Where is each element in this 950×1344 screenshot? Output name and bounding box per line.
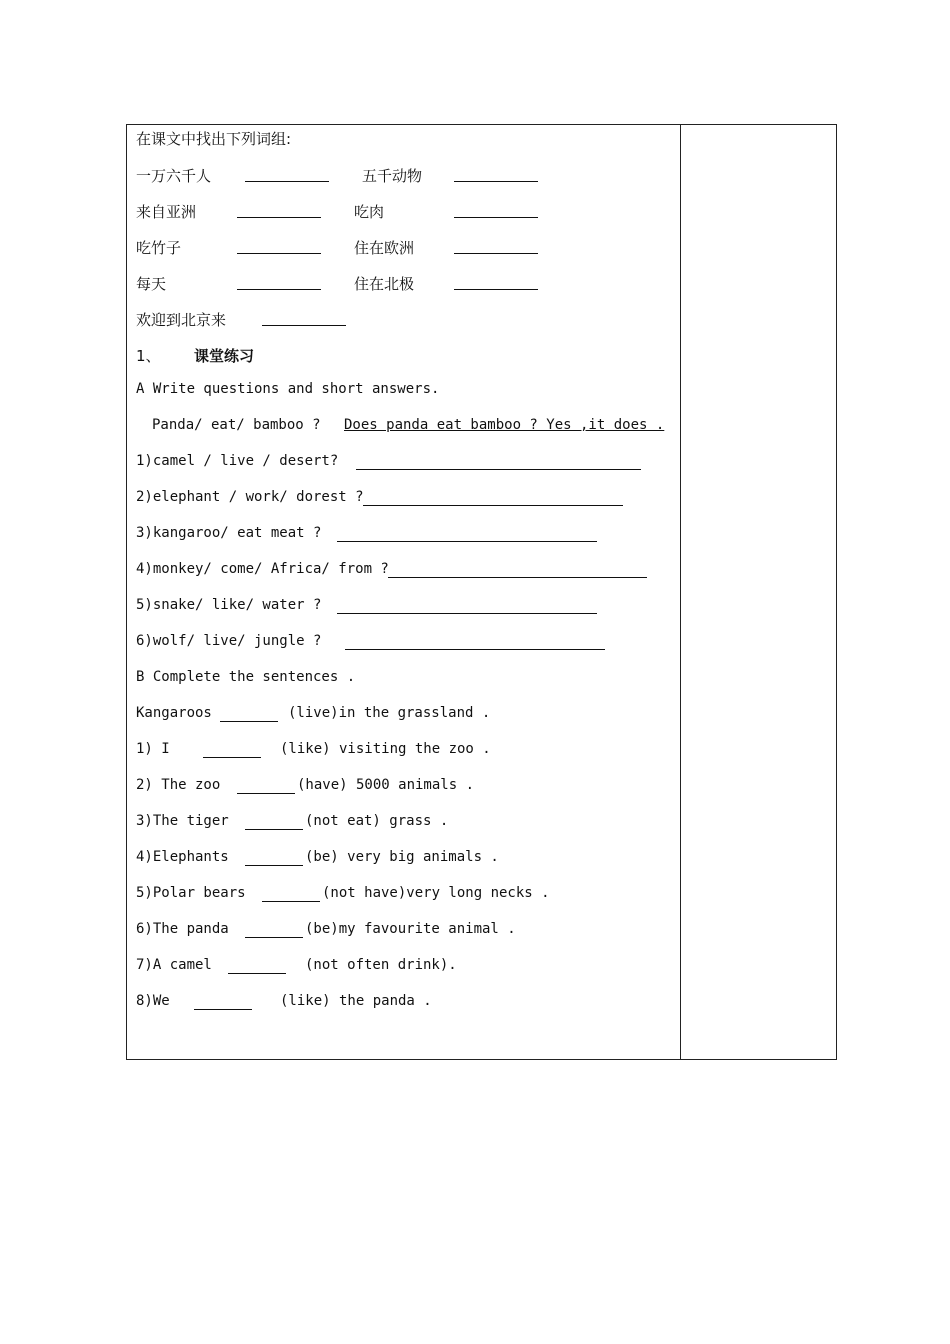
section-b-item-1-post: (like) visiting the zoo .	[280, 741, 491, 757]
phrase-5-left-blank[interactable]	[262, 311, 346, 326]
section-b-item-8-blank[interactable]	[194, 995, 252, 1010]
section-b-item-5-post: (not have)very long necks .	[322, 885, 550, 901]
section-a-example-prompt: Panda/ eat/ bamboo ?	[152, 417, 321, 433]
section-b-item-4-post: (be) very big animals .	[305, 849, 499, 865]
section-b-title: B Complete the sentences .	[136, 669, 356, 685]
phrase-2-right: 吃肉	[354, 203, 385, 221]
section-b-item-6-pre: 6)The panda	[136, 921, 229, 937]
phrase-3-left: 吃竹子	[136, 239, 182, 257]
section-b-item-4-blank[interactable]	[245, 851, 303, 866]
section-b-item-7-post: (not often drink).	[305, 957, 457, 973]
section-a-item-4: 4)monkey/ come/ Africa/ from ?	[136, 561, 389, 577]
phrase-4-right: 住在北极	[354, 275, 415, 293]
column-divider	[680, 125, 681, 1059]
phrase-2-left: 来自亚洲	[136, 203, 197, 221]
section-b-item-2-blank[interactable]	[237, 779, 295, 794]
section-a-item-2: 2)elephant / work/ dorest ?	[136, 489, 364, 505]
phrase-3-right: 住在欧洲	[354, 239, 415, 257]
section-b-item-1-blank[interactable]	[203, 743, 261, 758]
phrase-4-left-blank[interactable]	[237, 275, 321, 290]
section-b-item-1-pre: 1) I	[136, 741, 170, 757]
section-a-item-5-blank[interactable]	[337, 599, 597, 614]
phrase-1-left-blank[interactable]	[245, 167, 329, 182]
section-b-item-2-pre: 2) The zoo	[136, 777, 221, 793]
section-b-item-5-pre: 5)Polar bears	[136, 885, 246, 901]
section-b-item-6-blank[interactable]	[245, 923, 303, 938]
phrase-1-right: 五千动物	[362, 167, 423, 185]
section-a-item-6-blank[interactable]	[345, 635, 605, 650]
section-b-item-8-post: (like) the panda .	[280, 993, 432, 1009]
section-b-item-3-pre: 3)The tiger	[136, 813, 229, 829]
section-a-item-2-blank[interactable]	[363, 491, 623, 506]
section-b-item-7-blank[interactable]	[228, 959, 286, 974]
section-b-example-post: (live)in the grassland .	[288, 705, 491, 721]
phrase-4-left: 每天	[136, 275, 167, 293]
phrase-2-right-blank[interactable]	[454, 203, 538, 218]
section-b-item-3-blank[interactable]	[245, 815, 303, 830]
section-b-item-3-post: (not eat) grass .	[305, 813, 449, 829]
section-a-item-6: 6)wolf/ live/ jungle ?	[136, 633, 322, 649]
section-b-example-blank[interactable]	[220, 707, 278, 722]
section-b-item-8-pre: 8)We	[136, 993, 170, 1009]
vocab-heading: 在课文中找出下列词组:	[136, 130, 292, 148]
section-b-item-2-post: (have) 5000 animals .	[297, 777, 475, 793]
section-a-item-4-blank[interactable]	[388, 563, 647, 578]
section-a-title: A Write questions and short answers.	[136, 381, 440, 397]
phrase-3-right-blank[interactable]	[454, 239, 538, 254]
worksheet-table	[126, 124, 837, 1060]
section-a-item-3: 3)kangaroo/ eat meat ?	[136, 525, 322, 541]
practice-number: 1、	[136, 347, 161, 365]
phrase-1-right-blank[interactable]	[454, 167, 538, 182]
phrase-4-right-blank[interactable]	[454, 275, 538, 290]
section-b-item-6-post: (be)my favourite animal .	[305, 921, 516, 937]
section-b-item-5-blank[interactable]	[262, 887, 320, 902]
section-b-item-4-pre: 4)Elephants	[136, 849, 229, 865]
phrase-1-left: 一万六千人	[136, 167, 212, 185]
section-b-example-pre: Kangaroos	[136, 705, 212, 721]
section-a-item-1: 1)camel / live / desert?	[136, 453, 339, 469]
phrase-2-left-blank[interactable]	[237, 203, 321, 218]
section-a-item-1-blank[interactable]	[356, 455, 641, 470]
section-a-example-answer: Does panda eat bamboo ? Yes ,it does .	[344, 417, 665, 433]
section-a-item-3-blank[interactable]	[337, 527, 597, 542]
section-a-item-5: 5)snake/ like/ water ?	[136, 597, 322, 613]
practice-title: 课堂练习	[194, 347, 255, 365]
phrase-5-left: 欢迎到北京来	[136, 311, 227, 329]
phrase-3-left-blank[interactable]	[237, 239, 321, 254]
section-b-item-7-pre: 7)A camel	[136, 957, 212, 973]
